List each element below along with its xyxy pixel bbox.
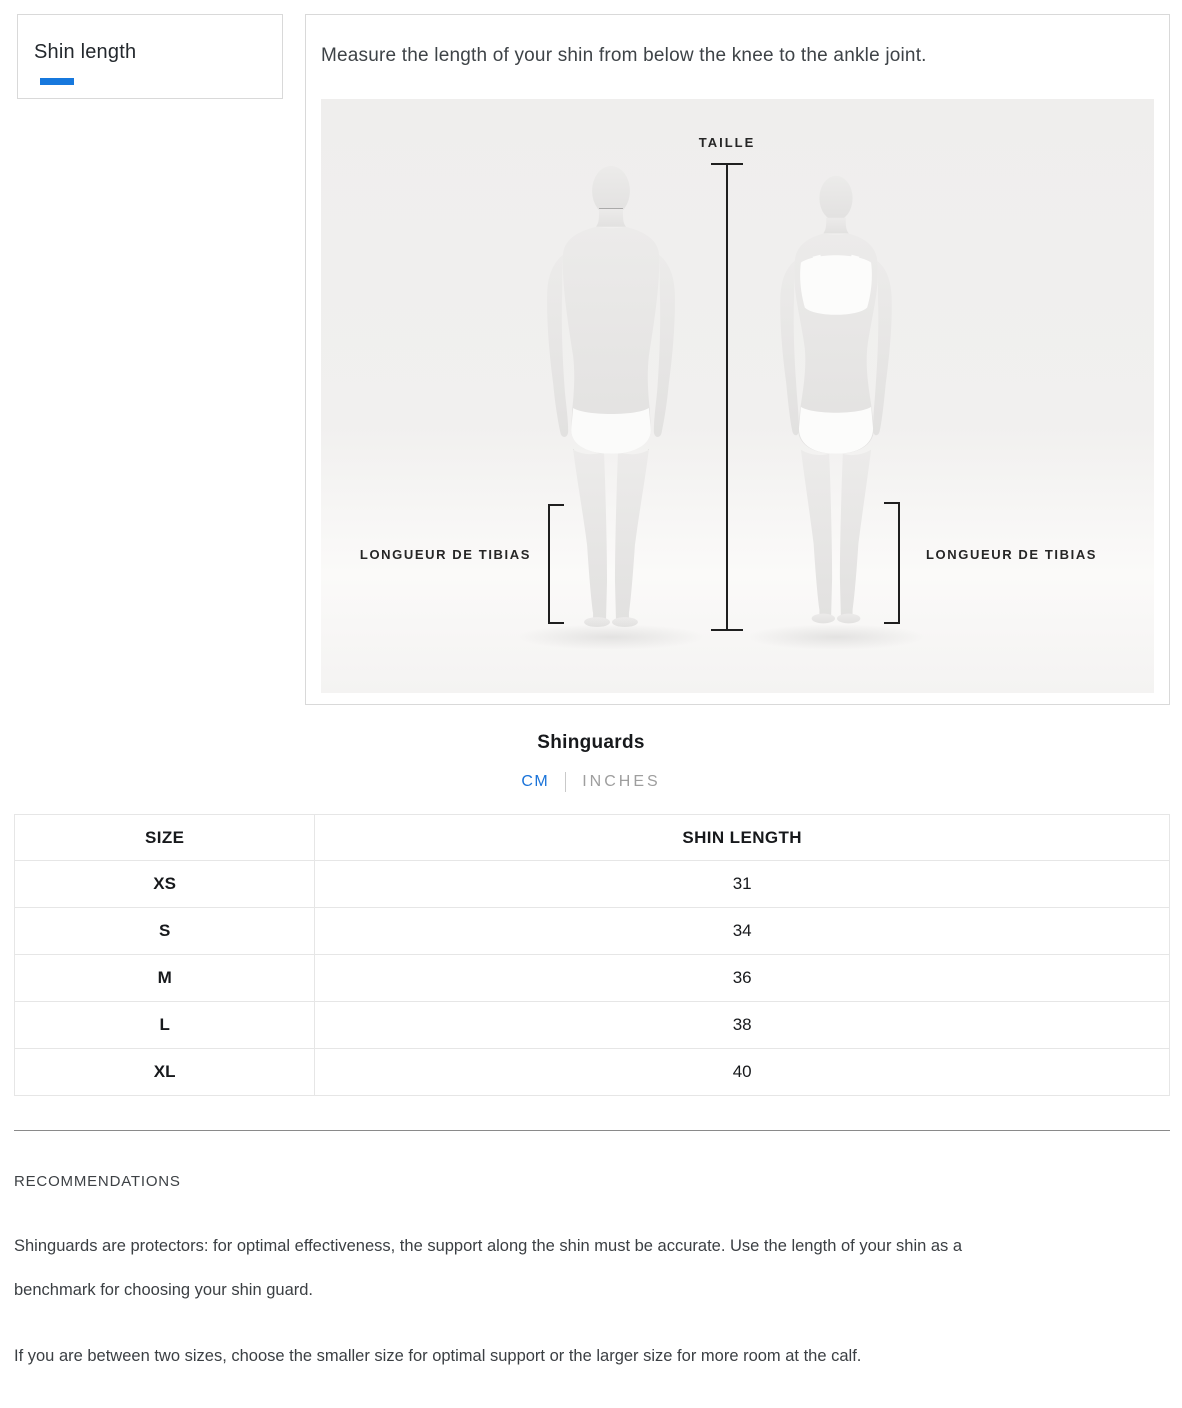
shin-bracket-right-top-tick — [884, 502, 900, 504]
measure-panel — [305, 14, 1170, 705]
male-mannequin-figure — [491, 163, 731, 641]
tab-shin-length[interactable] — [17, 14, 283, 99]
measurement-diagram — [321, 99, 1154, 693]
value-cell: 31 — [315, 861, 1170, 908]
section-divider — [14, 1130, 1170, 1131]
active-tab-indicator — [40, 78, 74, 85]
value-cell: 38 — [315, 1002, 1170, 1049]
size-column-header: SIZE — [15, 815, 315, 861]
shin-bracket-left-bottom-tick — [548, 622, 564, 624]
unit-separator — [565, 772, 566, 792]
table-and-recommendations — [14, 814, 1170, 1378]
table-row — [15, 955, 1170, 1002]
unit-cm-button[interactable]: CM — [521, 773, 550, 790]
value-cell: 36 — [315, 955, 1170, 1002]
female-mannequin-figure — [719, 169, 953, 637]
value-cell: 34 — [315, 908, 1170, 955]
unit-toggle — [0, 772, 1182, 792]
shin-length-label-right: LONGUEUR DE TIBIAS — [926, 547, 1098, 562]
shin-bracket-left-top-tick — [548, 504, 564, 506]
shin-bracket-right-bottom-tick — [884, 622, 900, 624]
size-cell: XL — [15, 1049, 315, 1096]
shin-bracket-right — [898, 502, 900, 624]
shin-length-column-header: SHIN LENGTH — [315, 815, 1170, 861]
recommendation-paragraph — [14, 1224, 1170, 1312]
product-title: Shinguards — [537, 732, 645, 753]
recommendations-heading: RECOMMENDATIONS — [14, 1173, 181, 1190]
recommendation-text-line: Shinguards are protectors: for optimal effectiveness, the support along the shin must be accurate. Use the length of your shin as a — [14, 1237, 963, 1255]
recommendation-paragraph — [14, 1334, 1170, 1378]
table-row — [15, 861, 1170, 908]
shin-bracket-left — [548, 504, 550, 624]
size-cell: XS — [15, 861, 315, 908]
tab-shin-length-label: Shin length — [34, 41, 137, 63]
unit-inches-button[interactable]: INCHES — [582, 773, 661, 790]
recommendation-text-line: If you are between two sizes, choose the smaller size for optimal support or the larger size for more room at the calf. — [14, 1347, 862, 1365]
table-row — [15, 908, 1170, 955]
table-header-row — [15, 815, 1170, 861]
table-row — [15, 1049, 1170, 1096]
value-cell: 40 — [315, 1049, 1170, 1096]
size-cell: L — [15, 1002, 315, 1049]
shin-length-label-left: LONGUEUR DE TIBIAS — [359, 547, 531, 562]
size-cell: M — [15, 955, 315, 1002]
taille-label: TAILLE — [698, 135, 756, 150]
size-table — [14, 814, 1170, 1096]
instruction-text: Measure the length of your shin from below the knee to the ankle joint. — [321, 45, 927, 66]
size-cell: S — [15, 908, 315, 955]
taille-measurement-line — [726, 163, 728, 631]
taille-line-bottom-tick — [711, 629, 743, 631]
recommendation-text-line: benchmark for choosing your shin guard. — [14, 1281, 313, 1299]
table-row — [15, 1002, 1170, 1049]
